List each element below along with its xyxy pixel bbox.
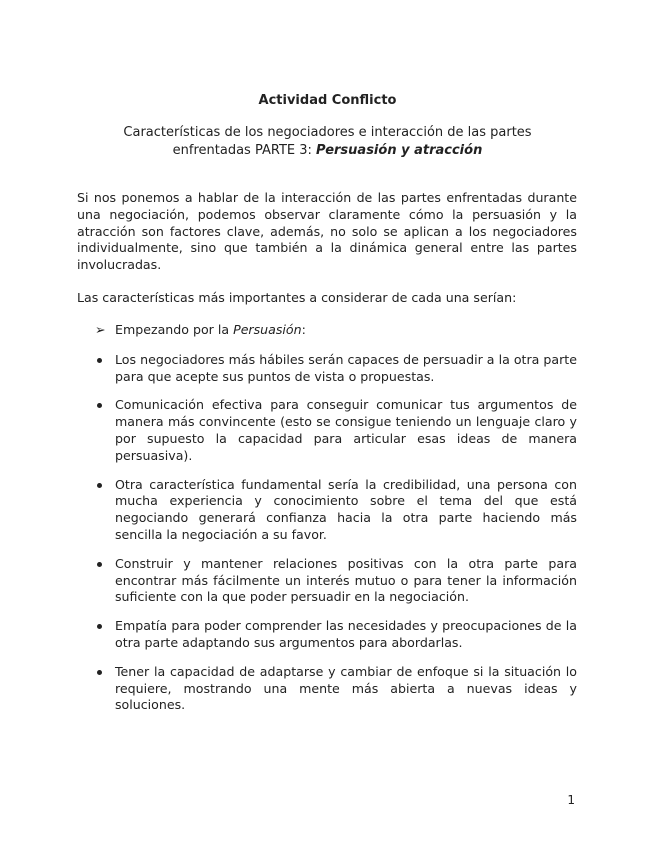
document-title: Actividad Conflicto: [258, 93, 397, 108]
bullet-dot-icon: [97, 358, 102, 363]
list-item-text: Otra característica fundamental sería la credibilidad, una persona con mucha experiencia y conocimiento sobre el tema del que está negociando generará confianza hacia la otra parte haciendo más sencilla la negociación a su favor.: [115, 476, 577, 542]
arrow-bullet-icon: ➢: [95, 322, 106, 337]
characteristics-intro: Las características más importantes a considerar de cada una serían:: [77, 290, 517, 305]
list-item-text: Empatía para poder comprender las necesidades y preocupaciones de la otra parte adaptando sus argumentos para abordarlas.: [115, 618, 577, 650]
bullet-dot-icon: [97, 624, 102, 629]
list-item-heading: [95, 322, 577, 339]
characteristics-list: [95, 322, 577, 726]
list-heading-suffix: :: [301, 322, 306, 337]
list-item-text: Los negociadores más hábiles serán capaces de persuadir a la otra parte para que acepte sus puntos de vista o propuestas.: [115, 351, 577, 384]
list-item-text: Tener la capacidad de adaptarse y cambiar de enfoque si la situación lo requiere, mostrando una mente más abierta a nuevas ideas y soluciones.: [115, 663, 577, 713]
list-item: [95, 556, 577, 606]
list-item-text: Comunicación efectiva para conseguir comunicar tus argumentos de manera más convincente (esto se consigue teniendo un lenguaje claro y por supuesto la capacidad para articular esas ideas de manera persuasiva).: [115, 397, 577, 463]
list-item-text: Construir y mantener relaciones positivas con la otra parte para encontrar más fácilmente un interés mutuo o para tener la información suficiente con la que poder persuadir en la negociación.: [115, 555, 577, 605]
intro-paragraph: Si nos ponemos a hablar de la interacción de las partes enfrentadas durante una negociación, podemos observar claramente cómo la persuasión y la atracción son factores clave, además, no solo se aplican a los negociadores individualmente, sino que también a la dinámica general entre las partes involucradas.: [77, 190, 577, 273]
document-subtitle: [100, 124, 555, 160]
list-heading-emphasis: Persuasión: [233, 322, 302, 337]
list-item: [95, 477, 577, 544]
list-item: [95, 664, 577, 714]
list-item: [95, 618, 577, 652]
list-item: [95, 397, 577, 464]
list-heading-text: Empezando por la: [115, 322, 234, 337]
list-item: [95, 352, 577, 386]
subtitle-emphasis: Persuasión y atracción: [316, 143, 483, 158]
bullet-dot-icon: [97, 403, 102, 408]
bullet-dot-icon: [97, 670, 102, 675]
bullet-dot-icon: [97, 562, 102, 567]
page-number: 1: [567, 793, 575, 807]
bullet-dot-icon: [97, 483, 102, 488]
subtitle-text: Características de los negociadores e interacción de las partes enfrentadas PARTE 3:: [123, 125, 532, 158]
